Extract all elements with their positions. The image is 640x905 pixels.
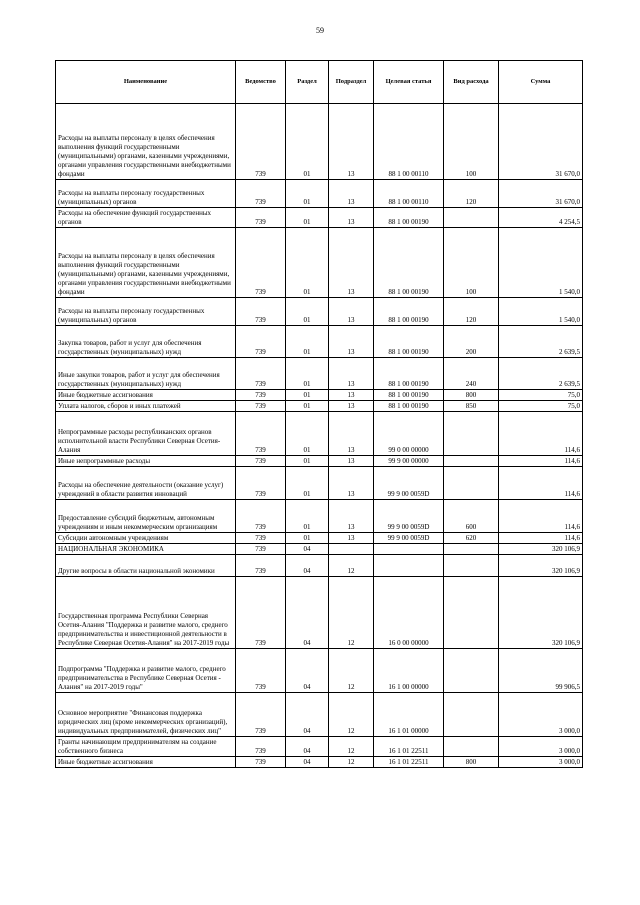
- cell-amount: 114,6: [499, 412, 583, 456]
- cell-section: 04: [286, 577, 329, 649]
- cell-target-item: 16 0 00 00000: [374, 577, 444, 649]
- cell-subsection: 13: [329, 298, 374, 326]
- cell-section: 01: [286, 412, 329, 456]
- cell-department: 739: [236, 104, 286, 180]
- cell-target-item: 16 1 01 22511: [374, 757, 444, 768]
- header-target-item: Целевая статья: [374, 61, 444, 104]
- cell-target-item: 16 1 01 22511: [374, 737, 444, 757]
- header-row: [56, 61, 583, 104]
- header-amount: Сумма: [499, 61, 583, 104]
- cell-amount: 31 670,0: [499, 104, 583, 180]
- cell-expense-type: 100: [444, 104, 499, 180]
- cell-name: Иные закупки товаров, работ и услуг для обеспечения государственных (муниципальных) нужд: [56, 358, 236, 390]
- cell-subsection: 12: [329, 577, 374, 649]
- cell-expense-type: [444, 649, 499, 693]
- cell-expense-type: 240: [444, 358, 499, 390]
- cell-amount: 4 254,5: [499, 208, 583, 228]
- cell-amount: 320 106,9: [499, 544, 583, 555]
- cell-name: Закупка товаров, работ и услуг для обеспечения государственных (муниципальных) нужд: [56, 326, 236, 358]
- cell-target-item: 88 1 00 00190: [374, 390, 444, 401]
- cell-subsection: 12: [329, 757, 374, 768]
- cell-name: Государственная программа Республики Северная Осетия-Алания "Поддержка и развитие малого, среднего предпринимательства и инвестиционной деятельности в Республике Северная Осетия-Алания" на 2017-2019 годы: [56, 577, 236, 649]
- cell-department: 739: [236, 544, 286, 555]
- cell-section: 01: [286, 104, 329, 180]
- cell-name: Уплата налогов, сборов и иных платежей: [56, 401, 236, 412]
- cell-target-item: 99 9 00 0059D: [374, 533, 444, 544]
- cell-expense-type: [444, 577, 499, 649]
- table-row: [56, 298, 583, 326]
- cell-amount: 75,0: [499, 401, 583, 412]
- cell-department: 739: [236, 298, 286, 326]
- table-row: [56, 555, 583, 577]
- cell-department: 739: [236, 757, 286, 768]
- cell-section: 01: [286, 500, 329, 533]
- cell-expense-type: [444, 693, 499, 737]
- cell-department: 739: [236, 500, 286, 533]
- cell-target-item: 88 1 00 00190: [374, 208, 444, 228]
- table-row: [56, 737, 583, 757]
- cell-amount: 114,6: [499, 533, 583, 544]
- cell-name: НАЦИОНАЛЬНАЯ ЭКОНОМИКА: [56, 544, 236, 555]
- header-expense-type: Вид расхода: [444, 61, 499, 104]
- cell-target-item: 88 1 00 00190: [374, 401, 444, 412]
- cell-amount: 114,6: [499, 467, 583, 500]
- cell-name: Иные бюджетные ассигнования: [56, 390, 236, 401]
- cell-subsection: 13: [329, 500, 374, 533]
- cell-section: 01: [286, 298, 329, 326]
- cell-target-item: [374, 544, 444, 555]
- cell-name: Расходы на выплаты персоналу государственных (муниципальных) органов: [56, 298, 236, 326]
- cell-subsection: 13: [329, 228, 374, 298]
- cell-subsection: 12: [329, 555, 374, 577]
- table-row: [56, 693, 583, 737]
- cell-amount: 2 639,5: [499, 358, 583, 390]
- cell-expense-type: 850: [444, 401, 499, 412]
- table-row: [56, 358, 583, 390]
- cell-department: 739: [236, 737, 286, 757]
- cell-subsection: 12: [329, 649, 374, 693]
- page-number: 59: [316, 26, 324, 35]
- cell-name: Иные непрограммные расходы: [56, 456, 236, 467]
- cell-expense-type: 120: [444, 180, 499, 208]
- cell-section: 04: [286, 737, 329, 757]
- cell-expense-type: [444, 737, 499, 757]
- cell-amount: 31 670,0: [499, 180, 583, 208]
- cell-department: 739: [236, 401, 286, 412]
- cell-department: 739: [236, 358, 286, 390]
- cell-subsection: 13: [329, 467, 374, 500]
- cell-amount: 320 106,9: [499, 577, 583, 649]
- budget-table: [55, 60, 583, 768]
- table-row: [56, 412, 583, 456]
- cell-target-item: 16 1 00 00000: [374, 649, 444, 693]
- cell-name: Иные бюджетные ассигнования: [56, 757, 236, 768]
- cell-amount: 1 540,0: [499, 298, 583, 326]
- cell-expense-type: 600: [444, 500, 499, 533]
- table-row: [56, 757, 583, 768]
- cell-target-item: 88 1 00 00190: [374, 228, 444, 298]
- cell-target-item: 99 9 00 0059D: [374, 500, 444, 533]
- cell-target-item: 88 1 00 00110: [374, 104, 444, 180]
- cell-expense-type: [444, 208, 499, 228]
- cell-amount: 114,6: [499, 456, 583, 467]
- header-department: Ведомство: [236, 61, 286, 104]
- cell-amount: 114,6: [499, 500, 583, 533]
- cell-department: 739: [236, 577, 286, 649]
- table-row: [56, 390, 583, 401]
- cell-section: 04: [286, 555, 329, 577]
- cell-expense-type: 100: [444, 228, 499, 298]
- table-row: [56, 326, 583, 358]
- cell-subsection: 13: [329, 390, 374, 401]
- cell-department: 739: [236, 533, 286, 544]
- cell-department: 739: [236, 467, 286, 500]
- cell-expense-type: 200: [444, 326, 499, 358]
- cell-amount: 3 000,0: [499, 693, 583, 737]
- cell-name: Основное мероприятие "Финансовая поддержка юридических лиц (кроме некоммерческих организаций), индивидуальных предпринимателей, физических лиц": [56, 693, 236, 737]
- cell-target-item: 99 9 00 00000: [374, 456, 444, 467]
- header-subsection: Подраздел: [329, 61, 374, 104]
- table-row: [56, 577, 583, 649]
- cell-subsection: 13: [329, 401, 374, 412]
- cell-subsection: 13: [329, 456, 374, 467]
- cell-department: 739: [236, 326, 286, 358]
- cell-section: 04: [286, 649, 329, 693]
- cell-subsection: 13: [329, 208, 374, 228]
- cell-expense-type: [444, 467, 499, 500]
- cell-subsection: 12: [329, 737, 374, 757]
- cell-target-item: 16 1 01 00000: [374, 693, 444, 737]
- header-name: Наименование: [56, 61, 236, 104]
- cell-name: Расходы на выплаты персоналу в целях обеспечения выполнения функций государственными (муниципальными) органами, казенными учреждениями, органами управления государственными внебюджетными фондами: [56, 228, 236, 298]
- cell-subsection: 13: [329, 104, 374, 180]
- cell-department: 739: [236, 555, 286, 577]
- cell-expense-type: [444, 544, 499, 555]
- cell-expense-type: [444, 456, 499, 467]
- cell-name: Субсидии автономным учреждениям: [56, 533, 236, 544]
- cell-section: 04: [286, 757, 329, 768]
- cell-amount: 75,0: [499, 390, 583, 401]
- cell-section: 01: [286, 326, 329, 358]
- cell-expense-type: 800: [444, 390, 499, 401]
- cell-department: 739: [236, 456, 286, 467]
- cell-name: Другие вопросы в области национальной экономики: [56, 555, 236, 577]
- cell-expense-type: [444, 555, 499, 577]
- cell-amount: 99 906,5: [499, 649, 583, 693]
- table-row: [56, 104, 583, 180]
- cell-section: 01: [286, 390, 329, 401]
- cell-target-item: 88 1 00 00110: [374, 180, 444, 208]
- cell-target-item: 88 1 00 00190: [374, 326, 444, 358]
- cell-section: 01: [286, 401, 329, 412]
- cell-amount: 2 639,5: [499, 326, 583, 358]
- cell-subsection: 13: [329, 180, 374, 208]
- cell-section: 01: [286, 228, 329, 298]
- table-row: [56, 500, 583, 533]
- table-row: [56, 533, 583, 544]
- cell-target-item: 88 1 00 00190: [374, 358, 444, 390]
- cell-subsection: 13: [329, 326, 374, 358]
- cell-section: 04: [286, 544, 329, 555]
- table-row: [56, 208, 583, 228]
- cell-department: 739: [236, 180, 286, 208]
- table-row: [56, 544, 583, 555]
- table-row: [56, 180, 583, 208]
- cell-amount: 1 540,0: [499, 228, 583, 298]
- cell-section: 01: [286, 358, 329, 390]
- cell-department: 739: [236, 228, 286, 298]
- cell-name: Предоставление субсидий бюджетным, автономным учреждениям и иным некоммерческим организациям: [56, 500, 236, 533]
- cell-subsection: [329, 544, 374, 555]
- cell-amount: 3 000,0: [499, 757, 583, 768]
- cell-subsection: 13: [329, 358, 374, 390]
- cell-expense-type: 800: [444, 757, 499, 768]
- cell-section: 01: [286, 533, 329, 544]
- cell-subsection: 13: [329, 412, 374, 456]
- table-row: [56, 649, 583, 693]
- table-row: [56, 467, 583, 500]
- cell-section: 01: [286, 467, 329, 500]
- cell-department: 739: [236, 649, 286, 693]
- cell-section: 01: [286, 180, 329, 208]
- cell-name: Гранты начинающим предпринимателям на создание собственного бизнеса: [56, 737, 236, 757]
- header-section: Раздел: [286, 61, 329, 104]
- cell-name: Расходы на выплаты персоналу в целях обеспечения выполнения функций государственными (муниципальными) органами, казенными учреждениями, органами управления государственными внебюджетными фондами: [56, 104, 236, 180]
- table-row: [56, 401, 583, 412]
- cell-department: 739: [236, 208, 286, 228]
- cell-amount: 320 106,9: [499, 555, 583, 577]
- table-row: [56, 456, 583, 467]
- cell-subsection: 13: [329, 533, 374, 544]
- cell-expense-type: 120: [444, 298, 499, 326]
- cell-section: 04: [286, 693, 329, 737]
- cell-amount: 3 000,0: [499, 737, 583, 757]
- cell-department: 739: [236, 390, 286, 401]
- cell-target-item: 88 1 00 00190: [374, 298, 444, 326]
- cell-target-item: [374, 555, 444, 577]
- cell-section: 01: [286, 208, 329, 228]
- cell-expense-type: 620: [444, 533, 499, 544]
- cell-section: 01: [286, 456, 329, 467]
- cell-expense-type: [444, 412, 499, 456]
- cell-name: Непрограммные расходы республиканских органов исполнительной власти Республики Северная Осетия-Алания: [56, 412, 236, 456]
- cell-target-item: 99 0 00 00000: [374, 412, 444, 456]
- table-row: [56, 228, 583, 298]
- cell-name: Расходы на обеспечение функций государственных органов: [56, 208, 236, 228]
- cell-department: 739: [236, 412, 286, 456]
- cell-target-item: 99 9 00 0059D: [374, 467, 444, 500]
- cell-name: Расходы на обеспечение деятельности (оказание услуг) учреждений в области развития инноваций: [56, 467, 236, 500]
- cell-name: Подпрограмма "Поддержка и развитие малого, среднего предпринимательства в Республике Северная Осетия - Алания" на 2017-2019 годы": [56, 649, 236, 693]
- cell-subsection: 12: [329, 693, 374, 737]
- cell-name: Расходы на выплаты персоналу государственных (муниципальных) органов: [56, 180, 236, 208]
- cell-department: 739: [236, 693, 286, 737]
